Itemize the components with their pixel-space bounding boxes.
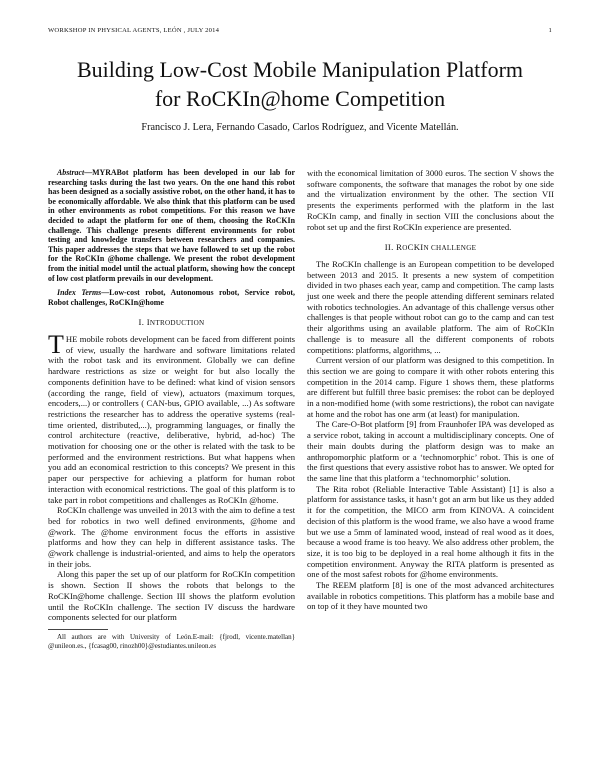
title-line-1: Building Low-Cost Mobile Manipulation Platform	[76, 57, 524, 82]
running-head-venue: WORKSHOP IN PHYSICAL AGENTS, LEÓN , JULY 2014	[48, 27, 220, 34]
challenge-paragraph-3: The Care-O-Bot platform [9] from Fraunhofer IPA was developed as a service robot, taking in account a multidisciplinary concepts. One of their main doubts during the platform design was to make an anthropomorphic platform or a ‘technomorphic’ robot. This is one of the first questions that every assistive robot has to answer. We opted for the same line that this platform a ‘technomorphic’ solution.	[307, 419, 554, 483]
author-list: Francisco J. Lera, Fernando Casado, Carlos Rodríguez, and Vicente Matellán.	[141, 122, 459, 133]
right-column	[307, 168, 554, 612]
title-line-2: for RoCKIn@home Competition	[154, 86, 446, 111]
paper-title	[40, 55, 560, 113]
challenge-paragraph-1: The RoCKIn challenge is an European competition to be developed between 2013 and 2015. It presents a new system of competition divided in two phases each year, camp and competition. The camp lasts just one week and there the people attending different seminars related with robotics technologies. An advantage of this challenge versus other challenges is that people without robot can go to the camp and can test their algorithms using an available platform. The aim of RoCKIn challenge is to measure all the different components of robots competitions: platforms, algorithms, ...	[307, 258, 554, 355]
intro-paragraph-2: RoCKIn challenge was unveiled in 2013 with the aim to define a test bed for robotics in two well defined environments, @home and @work. The @home environment focus the efforts in assistive platforms and how they can help in different assistance tasks. The @work challenge is industrial-oriented, and aims to help the operators in their jobs.	[48, 505, 295, 569]
page-number: 1	[548, 27, 552, 34]
section-heading-rockin-challenge: II. ROCKIN CHALLENGE	[384, 242, 477, 253]
challenge-paragraph-5: The REEM platform [8] is one of the most advanced architectures available in robotics competitions. This platform has a mobile base and on top of it they have mounted two	[307, 580, 554, 612]
footnote-rule	[48, 629, 108, 630]
challenge-paragraph-4: The Rita robot (Reliable Interactive Table Assistant) [1] is also a platform for assistance tasks, it hasn’t got an arm but like us they added it for the competition, the MICO arm from KINOVA. A coincident decision of this platform is the wood frame, we also have a wood frame but we use a 5mm of laminated wood, instead of real wood as it does, because a wood frame is too heavy. We also address other problem, the size, it is too big to be deployed in a real home although it fits in the competition environment. Anyway the RITA platform is presented as one of the most safest robots for @home environments.	[307, 483, 554, 580]
challenge-paragraph-2: Current version of our platform was designed to this competition. In this section we are going to compare it with other robots entering this competition in the 2014 camp. Figure 1 shows them, these platforms are different but fulfill three basic premises: the robot can be deployed in a non-modified home (with some restrictions), the robot can navigate at home and the robot has one arm (at least) for manipulation.	[307, 355, 555, 419]
section-heading-introduction: I. INTRODUCTION	[138, 317, 205, 328]
intro-paragraph-1: THE mobile robots development can be faced from different points of view, usually the hardware and software limitations related with the robot task and its environment. Globally we can define hardware restrictions as size or weight for but also locally the components definition have to be defined: what kind of vision sensors (according the range, field of view), actuators (maximum torques, encoders,...) or controllers ( CAN-bus, GPIO available, ...) As software restrictions the researcher has to address the operative systems (real-time oriented, distributed,...), programming languages, or finally the control architecture (reactive, deliberative, hybrid, ad-hoc) The motivation for choosing one or the other is related with the task to be performed and the environment restrictions. But what happens when you add an economical restriction to this concepts? We present in this paper our perspective for achieving a platform for human robot interaction with economical restrictions. The goal of this platform is to take part in robot competitions and challenges as RoCKIn @home.	[48, 330, 295, 505]
running-head	[48, 27, 552, 37]
abstract	[48, 168, 295, 307]
index-terms-text: —Low-cost robot, Autonomous robot, Service robot, Robot challenges, RoCKIn@home	[48, 288, 295, 307]
left-column	[48, 168, 295, 650]
intro-paragraph-3: Along this paper the set up of our platform for RoCKIn competition is shown. Section II shows the robots that belongs to the RoCKIn@home challenge. Section III shows the platform evolution until the RoCKIn challenge. The section IV discuss the hardware components selected for our platform	[48, 569, 295, 623]
abstract-text: —MYRABot platform has been developed in our lab for researching tasks during the last two years. On the one hand this robot has been designed as a socially assistive robot, on the other hand, it has to be economically affordable. We also think that this platform can be used in other environments as robot competitions. For this reason we have decided to adapt the platform for one of them, choosing the RoCKIn challenge. This challenge presents different environments for robot testing and knowledge transfers between researchers and companies. This paper addresses the steps that we have followed to set up the robot for the RoCKIn @home challenge. We present the robot development from the initial model until the actual platform, showing how the concept of low cost platform prevails in our development.	[48, 168, 295, 283]
drop-cap: T	[48, 330, 64, 360]
author-footnote: All authors are with University of León.E-mail: {fjrodl, vicente.matellan} @unileon.es., {fcasag00, rinozh00}@estudiantes.unileon.es	[48, 633, 295, 650]
intro-paragraph-3-continued: with the economical limitation of 3000 euros. The section V shows the software components, the software that manages the robot by one side and the virtualization environment by the other. The section VII presents the experiments performed with the platform in the last RoCKIn camp, and finally in section VIII the conclusions about the robot set up and the first RoCKIn experience are presented.	[307, 168, 554, 232]
index-terms-label: Index Terms	[57, 288, 102, 298]
abstract-label: Abstract	[57, 168, 85, 177]
